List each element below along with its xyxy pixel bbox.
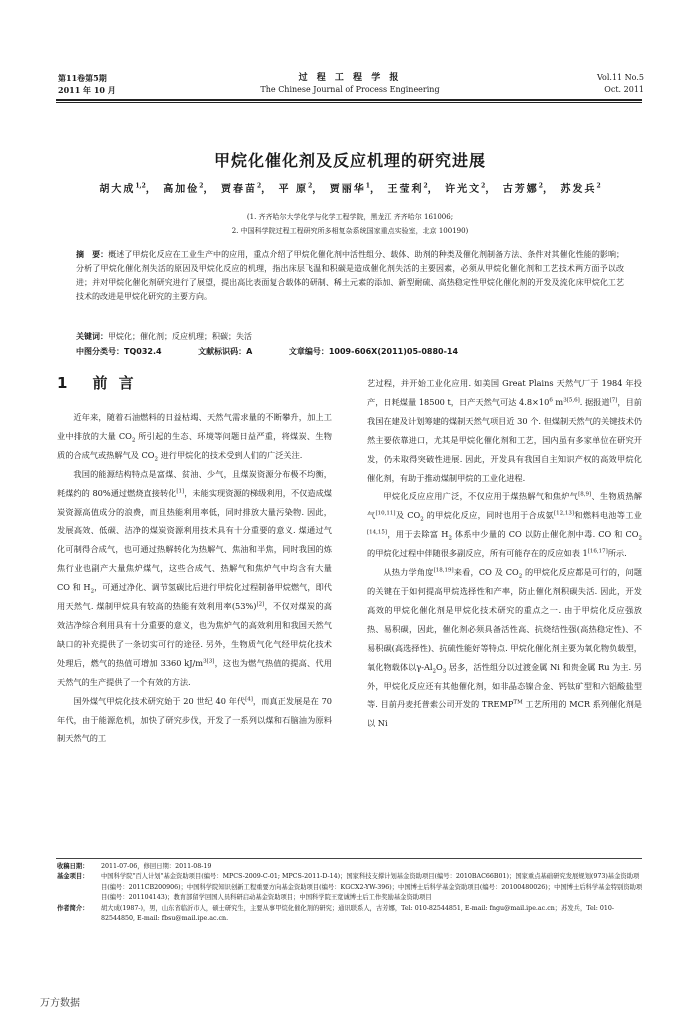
body-column-right: 艺过程，并开始工业化应用. 如美国 Great Plains 天然气厂于 1984 年投产，日耗煤量 18500 t，日产天然气可达 $4.8\times 10^6$ $m^{3[5,6]}$. 据报道[7]，目前我国在建及计划筹建的煤制天然气项目近 30 个. 但煤制天然气的关键技术仍然主要依靠进口，尤其是甲烷化催化剂和工艺，国内虽有多家单位在研究开发，仍未取得突破性进展. 因此，开发具有我国自主知识产权的高效甲烷化催化剂，有助于推动煤制甲烷的工业化进程. 甲烷化反应应用广泛，不仅应用于煤热解气和焦炉气[8,9]、生物质热解气[10,11]及 $CO_2$ 的甲烷化反应，同时也用于合成氨[12,13]和燃料电池等工业[14,15]，用于去除富 $H_2$ 体系中少量的 CO 以防止催化剂中毒. CO 和 $CO_2$ 的甲烷化过程中伴随很多副反应，所有可能存在的反应如表 1[16,17]所示. 从热力学角度[18,19]来看，CO 及 $CO_2$ 的甲烷化反应都是可行的，问题的关键在于如何提高甲烷选择性和产率，防止催化剂积碳失活. 因此，开发高效的甲烷化催化剂是甲烷化技术研究的重点之一. 由于甲烷化反应强放热、易积碳，因此，催化剂必须具备活性高、抗烧结性强(高热稳定性)、不易积碳(高选择性)、抗硫性能好等特点. 甲烷化催化剂主要为氧化物负载型，氧化物载体以$\gamma-Al_2O_3$ 居多，活性组分以过渡金属 Ni 和贵金属 Ru 为主. 另外，甲烷化反应还有其他催化剂，如非晶态镍合金、钙钛矿型和六铝酸盐型等. 目前丹麦托普索公司开发的 TREMP™ 工艺所用的 MCR 系列催化剂是以 Ni bbox=[367, 378, 642, 729]
issue-date-en: Oct. 2011 bbox=[604, 85, 644, 94]
header-rule bbox=[56, 99, 642, 101]
paper-title: 甲烷化催化剂及反应机理的研究进展 bbox=[213, 151, 486, 170]
author: 平 原$^2$， bbox=[278, 182, 325, 195]
keywords-text: 甲烷化；催化剂；反应机理；积碳；失活 bbox=[108, 332, 252, 341]
funding-info: 基金项目： 中国科学院"百人计划"基金资助项目(编号：MPCS-2009-C-01; MPCS-2011-D-14)；国家科技支撑计划基金资助项目(编号：2010BAC66B01)；国家重点基础研究发展规划(973)基金资助项目(编号：2011CB200906)；中国科学院知识创新工程重要方向基金资助项目(编号：KGCX2-YW-396)；中国博士后科学基金资助项目(编号：20100480026)；中国博士后科学基金特别资助项目(编号：201104143)；教育部留学回国人员科研启动基金资助项目；中国科学院王宽诚博士后工作奖励基金资助项目 bbox=[57, 873, 643, 902]
article-number: 文章编号：1009-606X(2011)05-0880-14 bbox=[288, 347, 459, 356]
abstract-label: 摘 要： bbox=[76, 250, 109, 259]
author: 贾丽华$^1$， bbox=[329, 182, 382, 195]
issue-date: 2011 年 10 月 bbox=[58, 85, 116, 95]
author-bio: 作者简介： 胡大成(1987-)，男，山东省临沂市人，硕士研究生，主要从事甲烷化催化剂的研究；通讯联系人，古芳娜，Tel: 010-82544851, E-mail: fngu@mail.ipe.ac.cn；苏发兵，Tel: 010-82544850, E-mail: fbsu@mail.ipe.ac.cn. bbox=[57, 904, 614, 923]
footnotes bbox=[57, 862, 643, 924]
author: 古芳娜$^2$， bbox=[502, 182, 555, 195]
author: 高加俭$^2$， bbox=[163, 182, 216, 195]
journal-name bbox=[0, 72, 700, 96]
body-column-left: 1 前 言 近年来，随着石油燃料的日益枯竭、天然气需求量的不断攀升，加上工业中排放的大量 $CO_2$ 所引起的生态、环境等问题日益严重，将煤炭、生物质的合成气或热解气及 $CO_2$ 进行甲烷化的技术受到人们的广泛关注. 我国的能源结构特点是富煤、贫油、少气，且煤炭资源分布极不均衡，耗煤约的 80%通过燃烧直接转化[1]，未能实现资源的梯级利用，不仅造成煤炭资源高值成分的浪费，而且热能利用率低，同时排放大量污染物. 因此，发展高效、低碳、洁净的煤炭资源利用技术具有十分重要的意义. 煤通过气化可制得合成气，也可通过热解转化为热解气、焦油和半焦，同时我国的炼焦行业也副产大量焦炉煤气，这些合成气、热解气和焦炉气中均含有大量 CO 和 $H_2$，可通过净化、调节氢碳比后进行甲烷化过程制备甲烷燃气，即代用天然气. 煤制甲烷具有较高的热能有效利用率(53%)[2]，不仅对煤炭的高效洁净综合利用具有十分重要的意义，也为焦炉气的高效利用和我国天然气缺口的补充提供了一条切实可行的途径. 另外，生物质气化气经甲烷化技术处理后，燃气的热值可增加 3360 $kJ/m^{3[3]}$，这也为燃气热值的提高、代用天然气的生产提供了一个有效的方法. 国外煤气甲烷化技术研究始于 20 世纪 40 年代[4]，而真正发展是在 70 年代，由于能源危机，加快了研究步伐，开发了一系列以煤和石脑油为原料制天然气的工 bbox=[57, 374, 332, 744]
abstract bbox=[76, 248, 624, 304]
document-code: 文献标识码：A bbox=[198, 347, 253, 356]
author-list bbox=[0, 180, 700, 195]
journal-name-cn: 过 程 工 程 学 报 bbox=[298, 73, 402, 83]
footnote-rule bbox=[56, 858, 642, 859]
abstract-text: 概述了甲烷化反应在工业生产中的应用，重点介绍了甲烷化催化剂中活性组分、载体、助剂的种类及催化剂制备方法、条件对其催化性能的影响；分析了甲烷化催化剂失活的原因及甲烷化反应的机理，指出床层飞温和积碳是造成催化剂失活的主要因素，必须从甲烷化催化剂和工艺技术两方面予以改进；并对甲烷化催化剂研究进行了展望，提出高比表面复合载体的研制、稀土元素的添加、新型耐硫、高热稳定性甲烷化催化剂的开发及流化床甲烷化工艺技术的改进是甲烷化研究的主要方向。 bbox=[76, 250, 625, 301]
header-rule-thin bbox=[56, 102, 642, 103]
section-heading: 1 前 言 bbox=[57, 374, 137, 392]
author: 许光文$^2$， bbox=[445, 182, 498, 195]
journal-name-en: The Chinese Journal of Process Engineering bbox=[260, 85, 440, 94]
author: 王莹利$^2$， bbox=[387, 182, 440, 195]
classification-line bbox=[76, 346, 624, 358]
volume-issue-en: Vol.11 No.5 bbox=[597, 73, 644, 82]
author: 胡大成$^{1,2}$， bbox=[99, 182, 158, 195]
author: 贾春苗$^2$， bbox=[220, 182, 274, 195]
journal-volume-en bbox=[597, 72, 644, 96]
clc-number: 中图分类号：TQ032.4 bbox=[76, 347, 162, 356]
received-date: 收稿日期： 2011-07-06，修回日期：2011-08-19 bbox=[57, 863, 212, 870]
affiliation-2: 2. 中国科学院过程工程研究所多相复杂系统国家重点实验室，北京 100190) bbox=[231, 227, 469, 235]
affiliation-1: (1. 齐齐哈尔大学化学与化学工程学院，黑龙江 齐齐哈尔 161006; bbox=[246, 213, 454, 221]
keywords-label: 关键词： bbox=[76, 331, 108, 341]
database-watermark: 万方数据 bbox=[40, 998, 80, 1009]
volume-issue: 第11卷第5期 bbox=[58, 73, 107, 83]
author: 苏发兵$^2$ bbox=[560, 182, 601, 195]
keywords bbox=[76, 330, 624, 343]
